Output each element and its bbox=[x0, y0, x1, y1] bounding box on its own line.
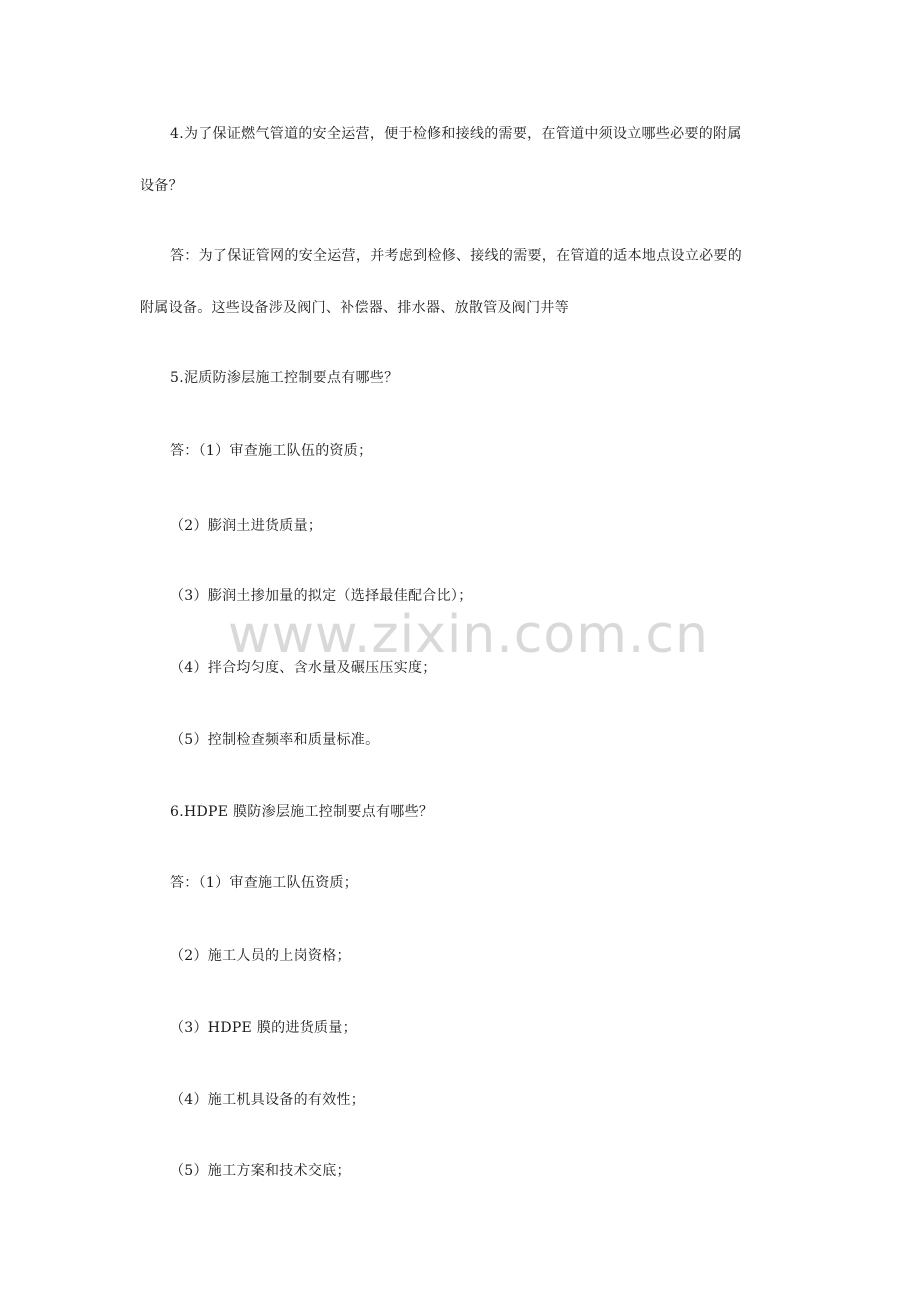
q4-question-line1: 4.为了保证燃气管道的安全运营，便于检修和接线的需要，在管道中须设立哪些必要的附属 bbox=[170, 126, 742, 142]
q4-answer-line1: 答：为了保证管网的安全运营，并考虑到检修、接线的需要，在管道的适本地点设立必要的 bbox=[170, 248, 742, 264]
q6-answer-4: （4）施工机具设备的有效性； bbox=[170, 1092, 366, 1108]
q5-answer-5: （5）控制检查频率和质量标准。 bbox=[170, 732, 380, 748]
q6-answer-2: （2）施工人员的上岗资格； bbox=[170, 948, 351, 964]
q4-question-line2: 设备？ bbox=[140, 178, 183, 194]
q5-answer-4: （4）拌合均匀度、含水量及碾压压实度； bbox=[170, 660, 437, 676]
q5-answer-3: （3）膨润土掺加量的拟定（选择最佳配合比）； bbox=[170, 588, 473, 604]
q6-question: 6.HDPE 膜防渗层施工控制要点有哪些？ bbox=[170, 804, 434, 820]
q6-answer-1: 答：（1）审查施工队伍资质； bbox=[170, 875, 359, 891]
q5-answer-2: （2）膨润土进货质量； bbox=[170, 518, 323, 534]
q4-answer-line2: 附属设备。这些设备涉及阀门、补偿器、排水器、放散管及阀门井等 bbox=[140, 300, 569, 316]
q5-question: 5.泥质防渗层施工控制要点有哪些？ bbox=[170, 370, 399, 386]
q6-answer-5: （5）施工方案和技术交底； bbox=[170, 1163, 351, 1179]
q5-answer-1: 答：（1）审查施工队伍的资质； bbox=[170, 443, 373, 459]
q6-answer-3: （3）HDPE 膜的进货质量； bbox=[170, 1020, 357, 1036]
watermark-text: www.zixin.com.cn bbox=[228, 605, 709, 665]
